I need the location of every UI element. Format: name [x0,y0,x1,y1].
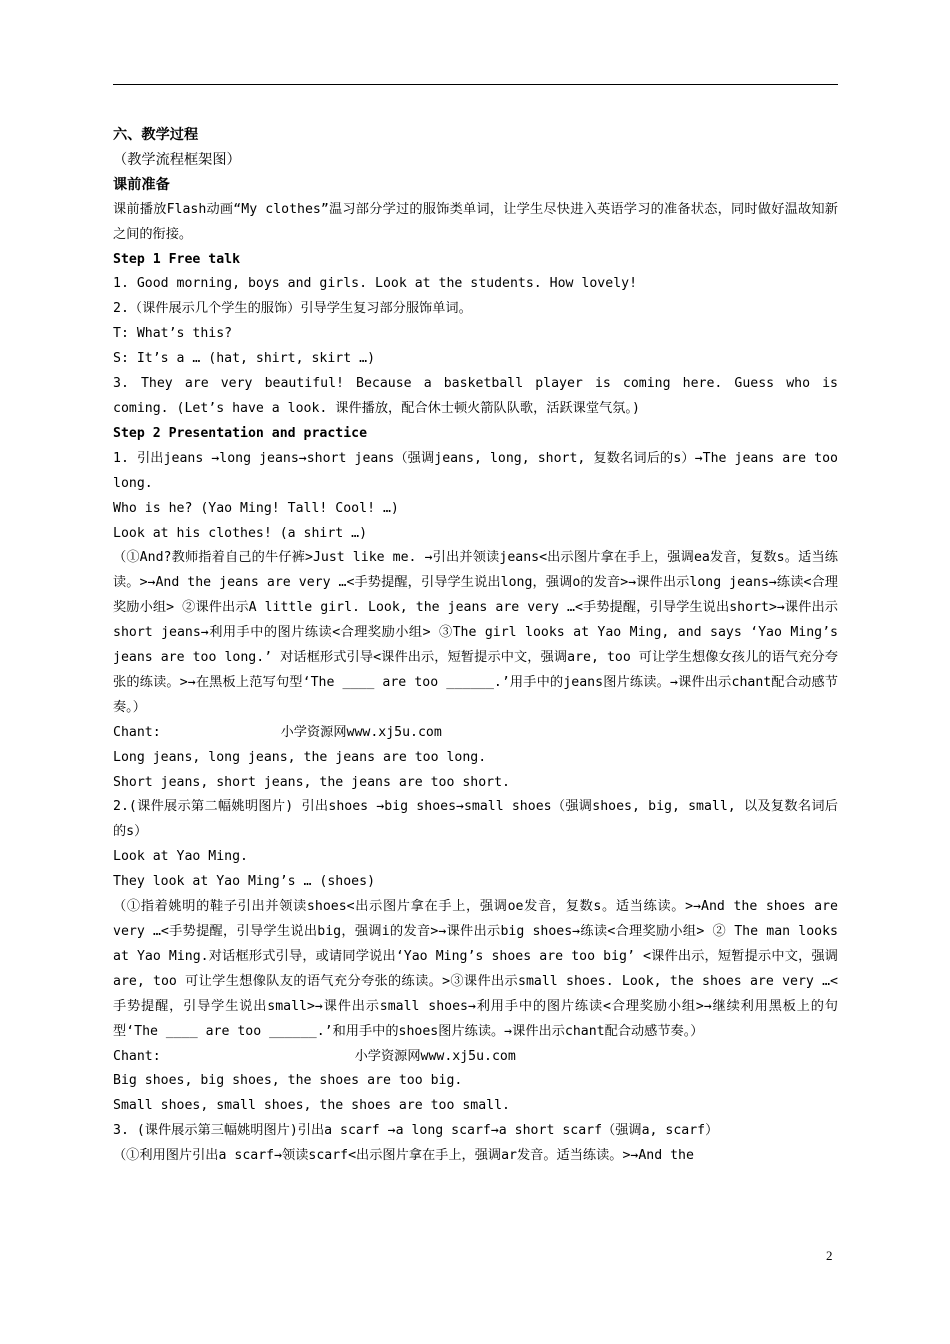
document-body [113,123,838,1169]
chant-label: Chant: [113,1048,161,1064]
step1-line: 2.（课件展示几个学生的服饰）引导学生复习部分服饰单词。 [113,301,472,317]
step2-line: Who is he? (Yao Ming! Tall! Cool! …) [113,500,399,516]
chant-line: Long jeans, long jeans, the jeans are too long. [113,749,487,765]
scarf-activity-paragraph: （①利用图片引出a scarf→领读scarf<出示图片拿在手上，强调ar发音。适当练读。>→And the [113,1148,694,1164]
step2-line: 3. (课件展示第三幅姚明图片)引出a scarf →a long scarf→a short scarf（强调a, scarf） [113,1123,719,1139]
step2-line: They look at Yao Ming’s … (shoes) [113,874,376,890]
page-number: 2 [826,1248,833,1263]
prep-paragraph: 课前播放Flash动画“My clothes”温习部分学过的服饰类单词，让学生尽快进入英语学习的准备状态，同时做好温故知新之间的衔接。 [113,201,838,242]
step1-line: S: It’s a … (hat, shirt, skirt …) [113,351,376,367]
step2-line: Look at Yao Ming. [113,849,248,865]
step2-heading: Step 2 Presentation and practice [113,425,368,441]
prep-heading: 课前准备 [113,176,170,193]
chant-line: Short jeans, short jeans, the jeans are too short. [113,774,510,790]
section-title: 六、教学过程 [113,127,199,143]
chant-header [113,721,838,746]
step1-line: 1. Good morning, boys and girls. Look at the students. How lovely! [113,276,638,292]
header-rule [113,84,838,85]
shoes-activity-paragraph: （①指着姚明的鞋子引出并领读shoes<出示图片拿在手上，强调oe发音，复数s。适当练读。>→And the shoes are very …<手势提醒，引导学生说出big，强调i的发音>→课件出示big shoes→练读<合理奖励小组> ② The man looks at Yao Ming.对话框形式引导，或请同学说出‘Yao Ming’s shoes are too big’ <课件出示，短暂提示中文，强调are, too 可让学生想像队友的语气充分夸张的练读。>③课件出示small shoes. Look, the shoes are very …<手势提醒，引导学生说出small>→课件出示small shoes→利用手中的图片练读<合理奖励小组>→继续利用黑板上的句型‘The ____ are too ______.’和用手中的shoes图片练读。→课件出示chant配合动感节奏。） [113,899,838,1039]
step2-line: Look at his clothes! (a shirt …) [113,525,368,541]
chant-header [113,1045,838,1070]
chant-site: 小学资源网www.xj5u.com [280,724,442,740]
step1-paragraph: 3. They are very beautiful! Because a basketball player is coming here. Guess who is coming. (Let’s have a look. 课件播放，配合休士顿火箭队队歌，活跃课堂气氛。) [113,376,838,416]
step2-paragraph: 2.(课件展示第二幅姚明图片) 引出shoes →big shoes→small shoes（强调shoes, big, small, 以及复数名词后的s） [113,799,838,840]
chant-line: Small shoes, small shoes, the shoes are too small. [113,1098,510,1114]
chant-line: Big shoes, big shoes, the shoes are too big. [113,1073,463,1089]
chant-label: Chant: [113,724,161,740]
step1-heading: Step 1 Free talk [113,251,241,267]
chant-site: 小学资源网www.xj5u.com [354,1048,516,1064]
step2-paragraph: 1. 引出jeans →long jeans→short jeans（强调jeans, long, short, 复数名词后的s）→The jeans are too long. [113,450,838,491]
jeans-activity-paragraph: （①And?教师指着自己的牛仔裤>Just like me. →引出并领读jeans<出示图片拿在手上，强调ea发音，复数s。适当练读。>→And the jeans are very …<手势提醒，引导学生说出long，强调o的发音>→课件出示long jeans→练读<合理奖励小组> ②课件出示A little girl. Look, the jeans are very …<手势提醒，引导学生说出short>→课件出示short jeans→利用手中的图片练读<合理奖励小组> ③The girl looks at Yao Ming, and says ‘Yao Ming’s jeans are too long.’ 对话框形式引导<课件出示，短暂提示中文，强调are, too 可让学生想像女孩儿的语气充分夸张的练读。>→在黑板上范写句型‘The ____ are too ______.’用手中的jeans图片练读。→课件出示chant配合动感节奏。） [113,550,838,715]
flow-chart-label: （教学流程框架图） [113,151,241,168]
step1-line: T: What’s this? [113,326,233,342]
